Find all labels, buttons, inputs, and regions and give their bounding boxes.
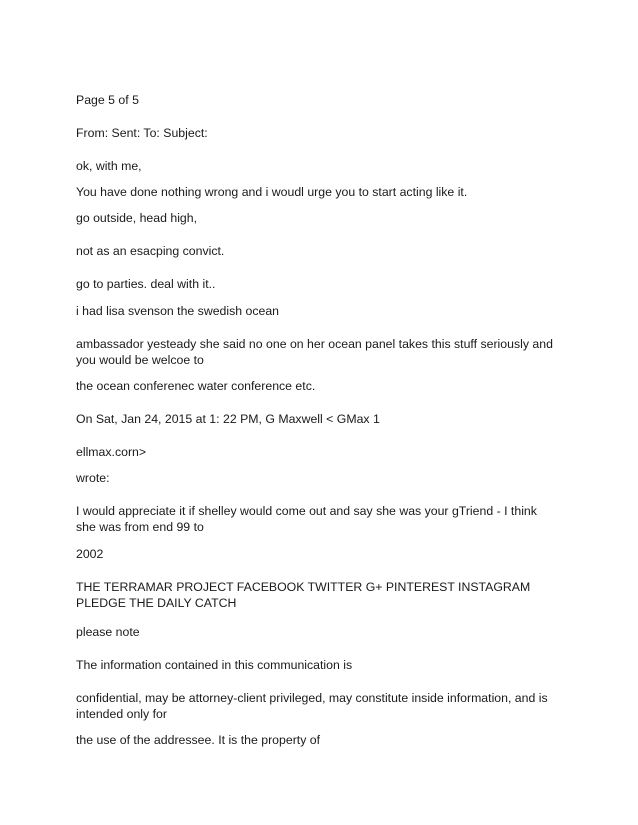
quoted-header: wrote: — [76, 471, 110, 485]
quoted-header: ellmax.corn> — [76, 445, 147, 459]
disclaimer-text: The information contained in this communication is — [76, 658, 353, 672]
body-paragraph: ambassador yesteady she said no one on her ocean panel takes this stuff seriously and you would be welcoe to — [76, 337, 553, 367]
body-paragraph: ok, with me, — [76, 159, 142, 173]
disclaimer-heading: please note — [76, 625, 140, 639]
body-paragraph: go to parties. deal with it.. — [76, 277, 216, 291]
body-paragraph: i had lisa svenson the swedish ocean — [76, 304, 280, 318]
signature-links: THE TERRAMAR PROJECT FACEBOOK TWITTER G+ PINTEREST INSTAGRAM PLEDGE THE DAILY CATCH — [76, 580, 531, 610]
quoted-paragraph: 2002 — [76, 547, 104, 561]
disclaimer-text: the use of the addressee. It is the property of — [76, 733, 321, 747]
quoted-header: On Sat, Jan 24, 2015 at 1: 22 PM, G Maxwell < GMax 1 — [76, 412, 380, 426]
quoted-paragraph: I would appreciate it if shelley would come out and say she was your gTriend - I think she was from end 99 to — [76, 504, 537, 534]
body-paragraph: the ocean conferenec water conference etc. — [76, 379, 316, 393]
page-label: Page 5 of 5 — [76, 93, 139, 107]
disclaimer-text: confidential, may be attorney-client privileged, may constitute inside information, and is intended only for — [76, 691, 548, 721]
email-header-fields: From: Sent: To: Subject: — [76, 126, 208, 140]
body-paragraph: You have done nothing wrong and i woudl urge you to start acting like it. — [76, 185, 468, 199]
body-paragraph: not as an esacping convict. — [76, 244, 225, 258]
body-paragraph: go outside, head high, — [76, 211, 198, 225]
